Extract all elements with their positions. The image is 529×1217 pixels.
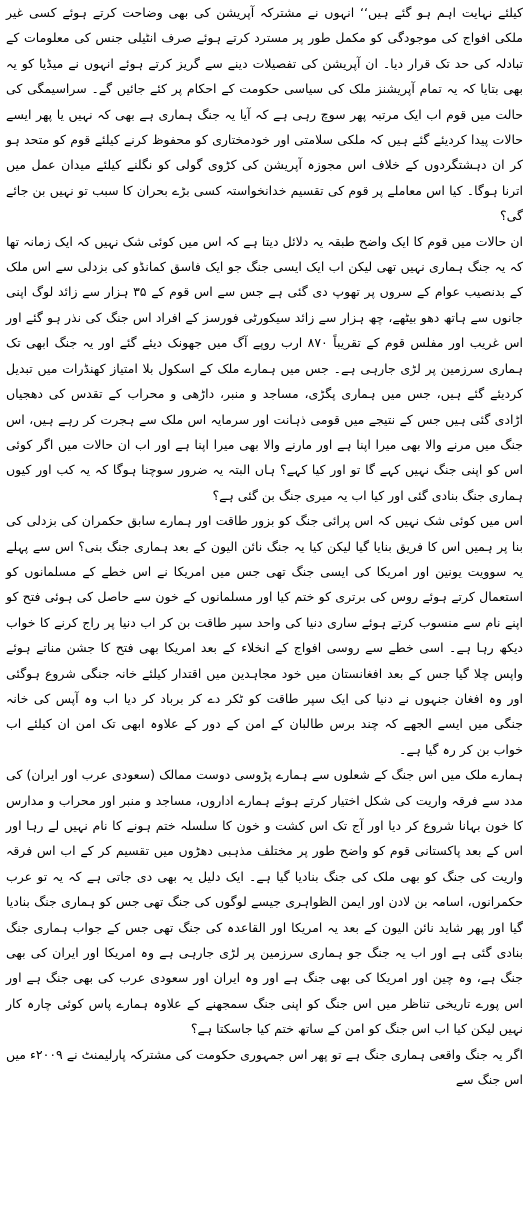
article-paragraph-1: کیلئے نہایت اہم ہو گئے ہیں‘‘ انہوں نے مشترکہ آپریشن کی بھی وضاحت کرتے ہوئے کسی غیر ملکی افواج کی موجودگی کو مکمل طور پر مسترد کرتے ہوئے صرف انٹیلی جنس کی معلومات کے تبادلہ کی حد تک قرار دیا۔ ان آپریشن کی تفصیلات دینے سے گریز کرتے ہوئے انہوں نے میڈیا کو یہ بھی بتایا کہ یہ تمام آپریشنز ملک کی سیاسی حکومت کے احکام پر کئے جائیں گے۔ سراسیمگی کی حالت میں قوم اب ایک مرتبہ پھر سوچ رہی ہے کہ آیا یہ جنگ ہماری ہے بھی کہ نہیں یا پھر ایسے حالات پیدا کردیئے گئے ہیں کہ ملکی سلامتی اور خودمختاری کو محفوظ کرنے کیلئے قوم کو متحد ہو کر ان دہشتگردوں کے خلاف اس مجوزہ آپریشن کی کڑوی گولی کو نگلنے کیلئے میدان عمل میں اترنا ہوگا۔ کیا اس معاملے پر قوم کی تقسیم خدانخواستہ کسی بڑے بحران کا سبب تو نہیں بن جائے گی؟: [6, 5, 523, 224]
article-paragraph-2: ان حالات میں قوم کا ایک واضح طبقہ یہ دلائل دیتا ہے کہ اس میں کوئی شک نہیں کہ ایک زمانہ تھا کہ یہ جنگ ہماری نہیں تھی لیکن اب ایک ایسی جنگ جو ایک فاسق کمانڈو کی بزدلی سے اس ملک کے بدنصیب عوام کے سروں پر تھوپ دی گئی ہے جس سے اس قوم کے ۳۵ ہزار سے زائد لوگ اپنی جانوں سے ہاتھ دھو بیٹھے، چھ ہزار سے زائد سیکورٹی فورسز کے افراد اس جنگ کی نذر ہو گئے اور اس غریب اور مفلس قوم کے تقریباً ۸۷۰ ارب روپے آگ میں جھونک دیئے گئے اور یہ جنگ ابھی تک ہماری سرزمین پر لڑی جارہی ہے۔ جس میں ہمارے ملک کے اسکول بلا امتیاز کھنڈرات میں تبدیل کردیئے گئے ہیں، جس میں ہماری پگڑی، مساجد و منبر، داڑھی و محراب کے تقدس کی دھجیاں اڑادی گئی ہیں جس کے نتیجے میں قومی ذہانت اور سرمایہ اس ملک سے ہجرت کر رہے ہیں، اس جنگ میں مرنے والا بھی میرا اپنا ہے اور مارنے والا بھی میرا اپنا ہے اور اب ان حالات میں اگر کوئی اس کو اپنی جنگ نہیں کہے گا تو اور کیا کہے؟ ہاں البتہ یہ ضرور سوچنا ہوگا کہ یہ کب اور کیوں ہماری جنگ بنادی گئی اور کیا اب یہ میری جنگ بن گئی ہے؟: [6, 233, 523, 503]
article-paragraph-5: اگر یہ جنگ واقعی ہماری جنگ ہے تو پھر اس جمہوری حکومت کی مشترکہ پارلیمنٹ نے ۲۰۰۹ء میں اس جنگ سے: [6, 1046, 523, 1088]
article-paragraph-3: اس میں کوئی شک نہیں کہ اس پرائی جنگ کو بزور طاقت اور ہمارے سابق حکمران کی بزدلی کی بنا پر ہمیں اس کا فریق بنایا گیا لیکن کیا یہ جنگ نائن الیون کے بعد ہماری جنگ بنی؟ اس سے پہلے یہ سوویت یونین اور امریکا کی ایسی جنگ تھی جس میں امریکا نے اس خطے کے مسلمانوں کو استعمال کرتے ہوئے روس کی برتری کو ختم کیا اور مسلمانوں کے خون سے حاصل کی ہوئی فتح کو اپنے نام سے منسوب کرتے ہوئے ساری دنیا کی واحد سپر طاقت بن کر اب دنیا پر راج کرنے کا خواب دیکھ رہا ہے۔ اسی خطے سے روسی افواج کے انخلاء کے بعد امریکا بھی فتح کا جشن مناتے ہوئے واپس چلا گیا جس کے بعد افغانستان میں خود مجاہدین میں اقتدار کیلئے خانہ جنگی شروع ہوگئی اور وہ افغان جنہوں نے دنیا کی ایک سپر طاقت کو ٹکر دے کر برباد کر دیا اب وہ آپس کی خانہ جنگی میں ایسے الجھے کہ چند برس طالبان کے امن کے دور کے علاوہ ابھی تک امن ان کیلئے اب خواب بن کر رہ گیا ہے۔: [6, 513, 523, 757]
article-paragraph-4: ہمارے ملک میں اس جنگ کے شعلوں سے ہمارے پڑوسی دوست ممالک (سعودی عرب اور ایران) کی مدد سے فرقہ واریت کی شکل اختیار کرتے ہوئے ہمارے اداروں، مساجد و منبر اور محراب و مدارس کا خون بہانا شروع کر دیا اور آج تک اس کشت و خون کا سلسلہ ختم ہونے کا نام نہیں لے رہا اور اس کے بعد پاکستانی قوم کو واضح طور پر مختلف مذہبی دھڑوں میں تقسیم کر کے اب اس فرقہ واریت کی جنگ کو بھی ملک کی جنگ بنادیا گیا ہے۔ ایک دلیل یہ بھی دی جاتی ہے کہ یہ تو عرب حکمرانوں، اسامہ بن لادن اور ایمن الظواہری جیسے لوگوں کی جنگ تھی جس کو ہماری جنگ بنادیا گیا اور پھر شاید نائن الیون کے بعد یہ امریکا اور القاعدہ کی جنگ تھی جس کے جواب ہماری جنگ بنادی گئی ہے اور اب یہ جنگ جو ہماری سرزمین پر لڑی جارہی ہے وہ امریکا اور ایران کی بھی جنگ ہے، وہ چین اور امریکا کی بھی جنگ ہے اور وہ ایران اور سعودی عرب کی بھی جنگ ہے اور اس پورے تاریخی تناظر میں اس جنگ کو اپنی جنگ سمجھنے کے علاوہ ہمارے پاس کوئی چارہ کار نہیں لیکن کیا اب اس جنگ کو امن کے ساتھ ختم کیا جاسکتا ہے؟: [6, 767, 523, 1037]
